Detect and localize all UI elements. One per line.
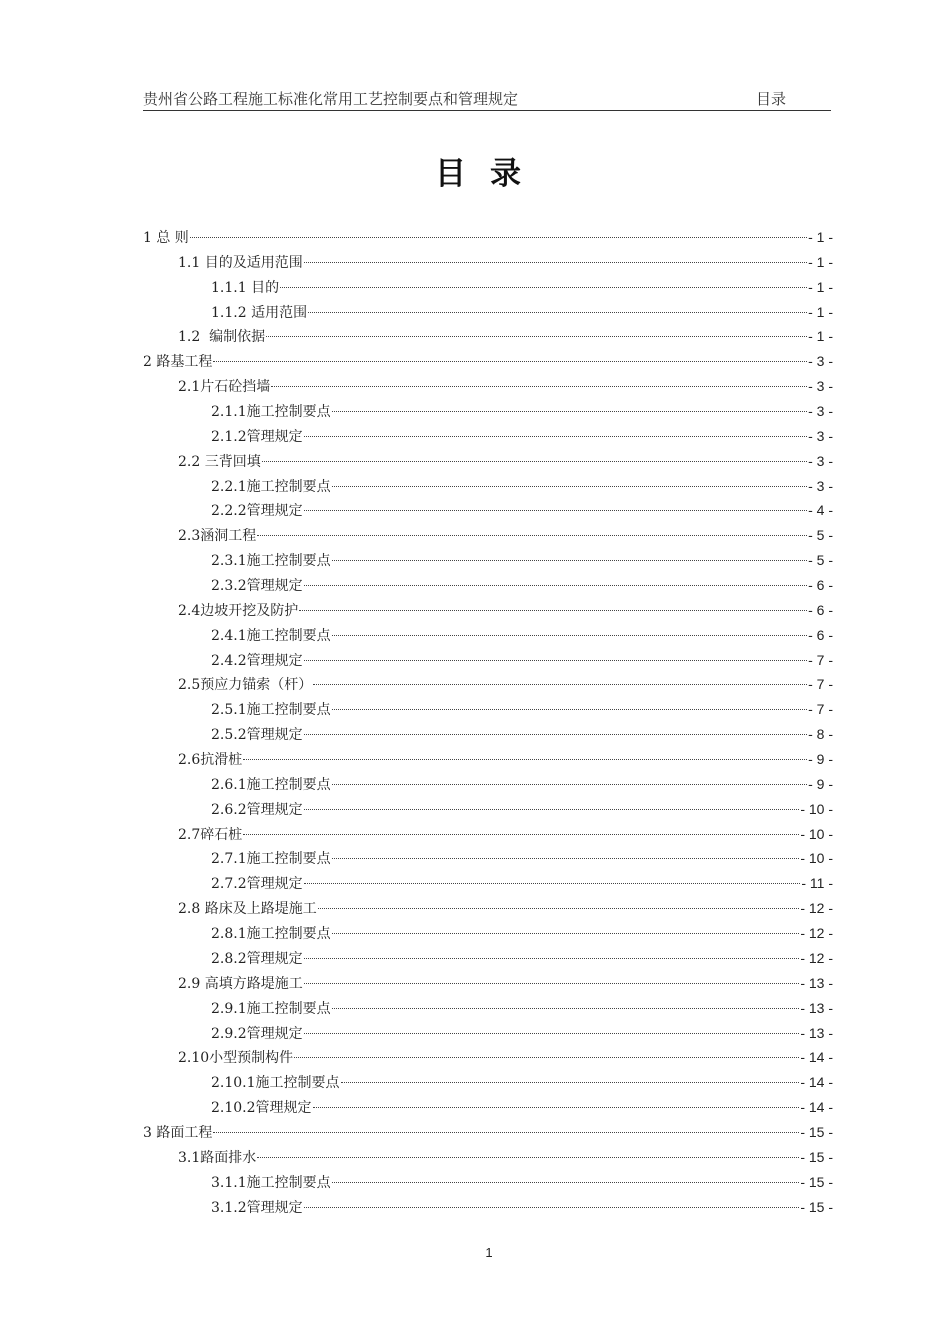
toc-dot-leader	[243, 834, 799, 835]
toc-entry-title: 1.1.2 适用范围	[211, 304, 308, 321]
toc-entry-title: 2.6.2管理规定	[211, 801, 303, 818]
toc-entry-page: - 1 -	[808, 278, 833, 295]
toc-entry-page: - 3 -	[808, 427, 833, 444]
toc-dot-leader	[304, 734, 807, 735]
toc-dot-leader	[313, 1107, 800, 1108]
toc-entry[interactable]	[143, 822, 833, 847]
toc-entry[interactable]	[143, 747, 833, 772]
toc-entry[interactable]	[143, 1145, 833, 1170]
toc-dot-leader	[213, 361, 807, 362]
toc-entry-page: - 1 -	[808, 328, 833, 345]
toc-entry-title: 1.2 编制依据	[178, 329, 266, 346]
toc-entry-title: 2.4.1施工控制要点	[211, 627, 331, 644]
toc-dot-leader	[257, 1157, 799, 1158]
toc-entry-page: - 10 -	[800, 850, 833, 867]
toc-entry[interactable]	[143, 623, 833, 648]
toc-entry-page: - 12 -	[800, 900, 833, 917]
toc-entry-page: - 7 -	[808, 701, 833, 718]
toc-entry-page: - 4 -	[808, 502, 833, 519]
toc-entry[interactable]	[143, 250, 833, 275]
toc-entry-title: 2.2.2管理规定	[211, 503, 303, 520]
toc-entry[interactable]	[143, 697, 833, 722]
toc-entry[interactable]	[143, 971, 833, 996]
toc-entry-page: - 7 -	[808, 676, 833, 693]
toc-entry-title: 2.9.2管理规定	[211, 1025, 303, 1042]
toc-entry-page: - 3 -	[808, 403, 833, 420]
toc-entry-page: - 6 -	[808, 577, 833, 594]
toc-entry-title: 2.9.1施工控制要点	[211, 1000, 331, 1017]
toc-entry[interactable]	[143, 1170, 833, 1195]
toc-entry[interactable]	[143, 871, 833, 896]
toc-entry[interactable]	[143, 598, 833, 623]
toc-entry-title: 2.10.1施工控制要点	[211, 1075, 340, 1092]
toc-dot-leader	[308, 312, 807, 313]
toc-dot-leader	[294, 1057, 799, 1058]
toc-entry-page: - 6 -	[808, 601, 833, 618]
toc-entry[interactable]	[143, 300, 833, 325]
toc-entry[interactable]	[143, 996, 833, 1021]
toc-dot-leader	[304, 883, 801, 884]
toc-dot-leader	[243, 759, 807, 760]
toc-entry-title: 2.1.2管理规定	[211, 428, 303, 445]
toc-dot-leader	[280, 287, 807, 288]
toc-dot-leader	[304, 1033, 800, 1034]
toc-entry[interactable]	[143, 523, 833, 548]
toc-entry[interactable]	[143, 797, 833, 822]
toc-entry-page: - 10 -	[800, 825, 833, 842]
toc-entry[interactable]	[143, 1070, 833, 1095]
toc-entry[interactable]	[143, 424, 833, 449]
toc-entry-title: 2.3.1施工控制要点	[211, 553, 331, 570]
toc-entry-title: 2.7碎石桩	[178, 826, 243, 843]
toc-entry-page: - 10 -	[800, 800, 833, 817]
toc-entry-title: 2.1片石砼挡墙	[178, 379, 271, 396]
toc-entry-page: - 1 -	[808, 253, 833, 270]
toc-dot-leader	[304, 660, 807, 661]
toc-entry-page: - 15 -	[800, 1198, 833, 1215]
toc-entry-page: - 3 -	[808, 353, 833, 370]
toc-dot-leader	[332, 858, 800, 859]
toc-entry-page: - 14 -	[800, 1099, 833, 1116]
toc-entry-page: - 7 -	[808, 651, 833, 668]
toc-dot-leader	[299, 610, 807, 611]
toc-dot-leader	[266, 336, 807, 337]
toc-entry-page: - 13 -	[800, 1024, 833, 1041]
toc-entry-title: 3 路面工程	[143, 1124, 213, 1141]
toc-entry-title: 2.5.2管理规定	[211, 727, 303, 744]
toc-dot-leader	[332, 933, 800, 934]
toc-entry-page: - 5 -	[808, 527, 833, 544]
toc-entry[interactable]	[143, 349, 833, 374]
toc-entry[interactable]	[143, 324, 833, 349]
toc-entry-page: - 1 -	[808, 303, 833, 320]
toc-dot-leader	[332, 1008, 800, 1009]
toc-dot-leader	[304, 436, 807, 437]
toc-dot-leader	[332, 411, 807, 412]
toc-dot-leader	[332, 486, 807, 487]
toc-dot-leader	[304, 585, 807, 586]
toc-entry-page: - 8 -	[808, 726, 833, 743]
toc-dot-leader	[304, 510, 807, 511]
toc-entry-title: 2.4.2管理规定	[211, 652, 303, 669]
toc-entry-page: - 3 -	[808, 378, 833, 395]
toc-entry-page: - 15 -	[800, 1123, 833, 1140]
toc-entry-title: 2.7.1施工控制要点	[211, 851, 331, 868]
toc-entry[interactable]	[143, 722, 833, 747]
toc-dot-leader	[318, 908, 800, 909]
header-section-label: 目录	[756, 90, 787, 108]
toc-entry-page: - 14 -	[800, 1049, 833, 1066]
toc-dot-leader	[332, 1182, 800, 1183]
toc-entry[interactable]	[143, 946, 833, 971]
toc-entry-page: - 9 -	[808, 751, 833, 768]
toc-dot-leader	[332, 784, 807, 785]
toc-entry[interactable]	[143, 672, 833, 697]
toc-entry-title: 2.8 路床及上路堤施工	[178, 901, 317, 918]
toc-entry-page: - 3 -	[808, 477, 833, 494]
toc-entry-title: 3.1.1施工控制要点	[211, 1174, 331, 1191]
toc-entry-page: - 12 -	[800, 925, 833, 942]
toc-entry[interactable]	[143, 1095, 833, 1120]
toc-entry-title: 2.8.2管理规定	[211, 950, 303, 967]
page-number: 1	[485, 1245, 493, 1260]
toc-entry-page: - 15 -	[800, 1173, 833, 1190]
toc-entry-title: 3.1路面排水	[178, 1149, 257, 1166]
toc-entry[interactable]	[143, 1045, 833, 1070]
toc-entry-title: 2.1.1施工控制要点	[211, 404, 331, 421]
toc-entry-title: 2.6抗滑桩	[178, 752, 243, 769]
toc-entry[interactable]	[143, 921, 833, 946]
toc-entry-page: - 14 -	[800, 1074, 833, 1091]
toc-entry[interactable]	[143, 498, 833, 523]
toc-dot-leader	[304, 262, 807, 263]
toc-dot-leader	[271, 386, 807, 387]
toc-entry-title: 2.10小型预制构件	[178, 1050, 294, 1067]
toc-entry[interactable]	[143, 1195, 833, 1220]
toc-entry[interactable]	[143, 225, 833, 250]
toc-entry-page: - 1 -	[808, 229, 833, 245]
toc-entry[interactable]	[143, 374, 833, 399]
toc-entry-title: 2.5.1施工控制要点	[211, 702, 331, 719]
toc-dot-leader	[341, 1082, 800, 1083]
header-document-title: 贵州省公路工程施工标准化常用工艺控制要点和管理规定	[143, 90, 519, 108]
toc-entry[interactable]	[143, 896, 833, 921]
toc-entry-title: 2.6.1施工控制要点	[211, 776, 331, 793]
toc-entry-title: 2.8.1施工控制要点	[211, 926, 331, 943]
toc-dot-leader	[304, 809, 800, 810]
toc-entry-page: - 13 -	[800, 974, 833, 991]
toc-dot-leader	[190, 237, 807, 238]
toc-dot-leader	[257, 535, 807, 536]
toc-entry-page: - 5 -	[808, 552, 833, 569]
toc-dot-leader	[304, 958, 800, 959]
toc-entry-title: 1 总 则	[143, 230, 189, 246]
toc-entry-title: 2.7.2管理规定	[211, 876, 303, 893]
toc-entry-title: 2.3.2管理规定	[211, 578, 303, 595]
toc-entry-page: - 9 -	[808, 775, 833, 792]
toc-entry-title: 2.3涵洞工程	[178, 528, 257, 545]
toc-entry-page: - 12 -	[800, 949, 833, 966]
toc-dot-leader	[262, 461, 807, 462]
toc-dot-leader	[304, 1207, 800, 1208]
toc-entry-page: - 3 -	[808, 452, 833, 469]
toc-entry-title: 2.2 三背回填	[178, 453, 261, 470]
toc-entry-title: 1.1.1 目的	[211, 279, 280, 296]
toc-entry[interactable]	[143, 846, 833, 871]
toc-entry-title: 3.1.2管理规定	[211, 1199, 303, 1216]
toc-entry-title: 2.10.2管理规定	[211, 1100, 312, 1117]
toc-entry[interactable]	[143, 1021, 833, 1046]
toc-entry-page: - 6 -	[808, 626, 833, 643]
table-of-contents	[143, 225, 833, 1219]
toc-entry[interactable]	[143, 648, 833, 673]
toc-entry-title: 2.9 高填方路堤施工	[178, 975, 303, 992]
toc-entry-title: 2 路基工程	[143, 354, 213, 371]
toc-entry[interactable]	[143, 275, 833, 300]
toc-entry-title: 2.5预应力锚索（杆）	[178, 677, 313, 694]
toc-entry[interactable]	[143, 772, 833, 797]
toc-dot-leader	[313, 684, 807, 685]
toc-entry-page: - 13 -	[800, 999, 833, 1016]
toc-entry[interactable]	[143, 548, 833, 573]
toc-dot-leader	[213, 1132, 799, 1133]
toc-entry[interactable]	[143, 399, 833, 424]
toc-entry[interactable]	[143, 573, 833, 598]
toc-entry[interactable]	[143, 1120, 833, 1145]
toc-entry-page: - 11 -	[801, 875, 833, 892]
toc-dot-leader	[332, 709, 807, 710]
toc-dot-leader	[332, 635, 807, 636]
toc-entry-title: 2.4边坡开挖及防护	[178, 602, 299, 619]
running-header	[143, 88, 831, 111]
toc-entry[interactable]	[143, 449, 833, 474]
toc-dot-leader	[332, 560, 807, 561]
toc-title: 目录	[435, 156, 545, 192]
toc-entry-title: 1.1 目的及适用范围	[178, 254, 303, 271]
toc-dot-leader	[304, 983, 800, 984]
toc-entry-title: 2.2.1施工控制要点	[211, 478, 331, 495]
toc-entry[interactable]	[143, 474, 833, 499]
toc-entry-page: - 15 -	[800, 1148, 833, 1165]
